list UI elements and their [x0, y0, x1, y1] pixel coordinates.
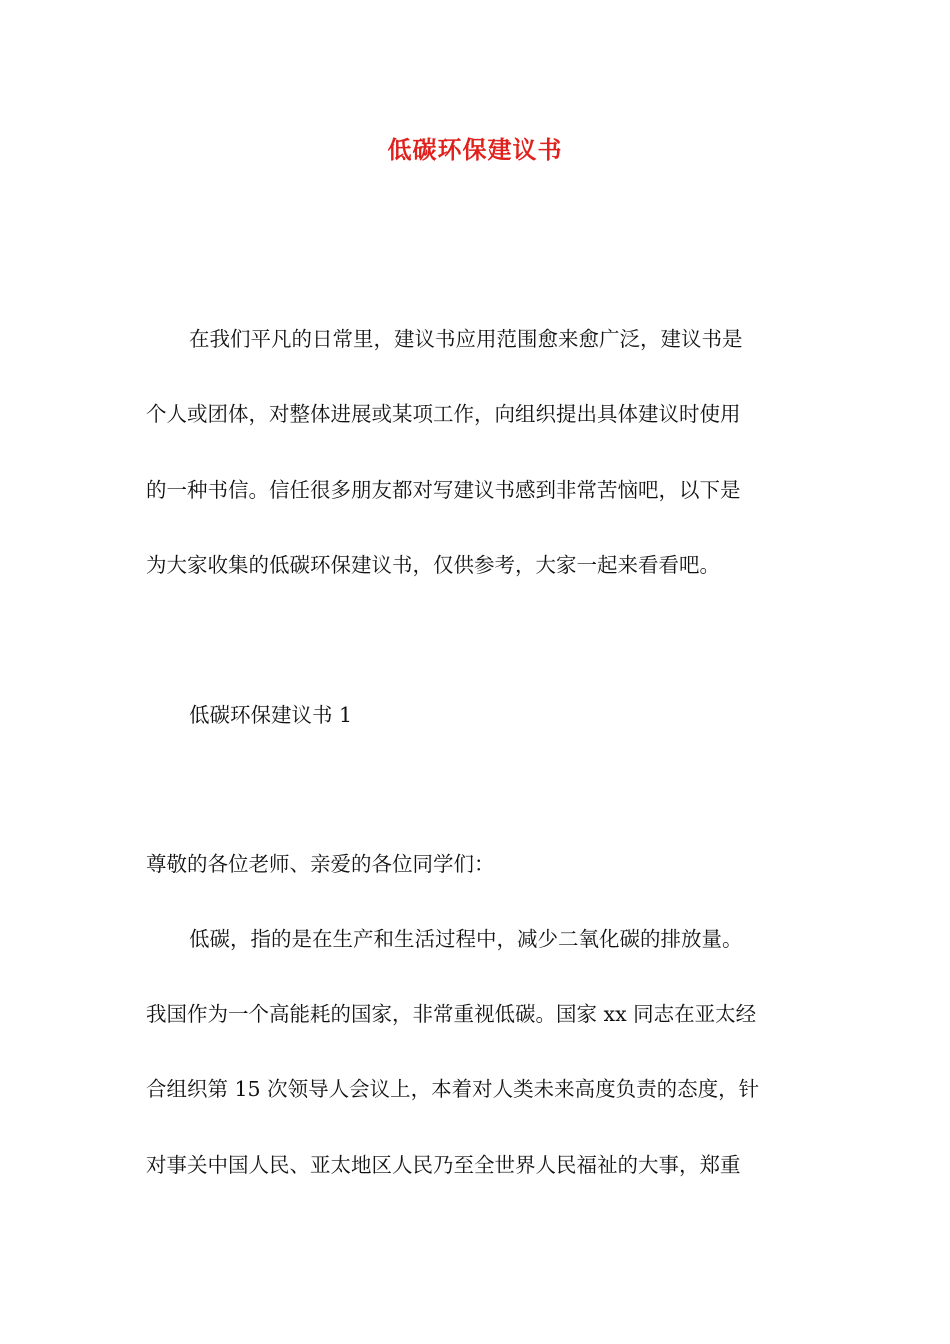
intro-line-1: 在我们平凡的日常里，建议书应用范围愈来愈广泛，建议书是: [189, 327, 743, 351]
intro-line-4: 为大家收集的低碳环保建议书，仅供参考，大家一起来看看吧。: [146, 553, 720, 577]
body-line-2: 我国作为一个高能耗的国家，非常重视低碳。国家 xx 同志在亚太经: [146, 1002, 757, 1026]
salutation: 尊敬的各位老师、亲爱的各位同学们：: [146, 852, 495, 876]
intro-line-2: 个人或团体，对整体进展或某项工作，向组织提出具体建议时使用: [146, 402, 741, 426]
body-line-1: 低碳，指的是在生产和生活过程中，减少二氧化碳的排放量。: [189, 927, 743, 951]
body-line-4: 对事关中国人民、亚太地区人民乃至全世界人民福祉的大事，郑重: [146, 1153, 741, 1177]
document-title: 低碳环保建议书: [387, 135, 563, 164]
body-line-3: 合组织第 15 次领导人会议上，本着对人类未来高度负责的态度，针: [146, 1077, 760, 1101]
section-heading: 低碳环保建议书 1: [189, 703, 353, 727]
intro-line-3: 的一种书信。信任很多朋友都对写建议书感到非常苦恼吧，以下是: [146, 478, 741, 502]
